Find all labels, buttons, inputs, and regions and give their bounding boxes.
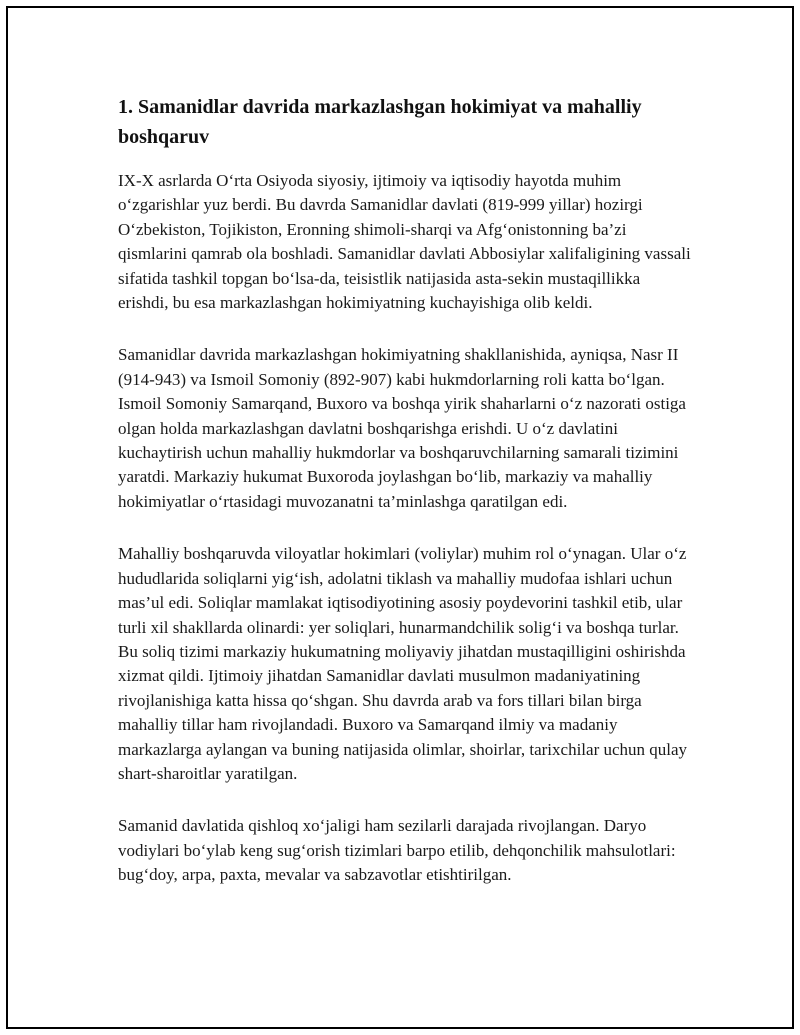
paragraph-3: Mahalliy boshqaruvda viloyatlar hokimlari (voliylar) muhim rol o‘ynagan. Ular o‘z hududlarida soliqlarni yig‘ish, adolatni tiklash va mahalliy mudofaa ishlari uchun mas’ul edi. Soliqlar mamlakat iqtisodiyotining asosiy poydevorini tashkil etib, ular turli xil shakllarda olinardi: yer soliqlari, hunarmandchilik solig‘i va boshqa turlar. Bu soliq tizimi markaziy hukumatning moliyaviy jihatdan mustaqilligini oshirishda xizmat qildi. Ijtimoiy jihatdan Samanidlar davlati musulmon madaniyatining rivojlanishiga katta hissa qo‘shgan. Shu davrda arab va fors tillari bilan birga mahalliy tillar ham rivojlandadi. Buxoro va Samarqand ilmiy va madaniy markazlarga aylangan va buning natijasida olimlar, shoirlar, tarixchilar uchun qulay shart-sharoitlar yaratilgan. (118, 544, 688, 783)
document-body (118, 92, 693, 916)
paragraph-4: Samanid davlatida qishloq xo‘jaligi ham sezilarli darajada rivojlangan. Daryo vodiylari bo‘ylab keng sug‘orish tizimlari barpo etilib, dehqonchilik mahsulotlari: bug‘doy, arpa, paxta, mevalar va sabzavotlar etishtirilgan. (118, 816, 676, 885)
section-title: 1. Samanidlar davrida markazlashgan hokimiyat va mahalliy boshqaruv (118, 96, 642, 148)
paragraph-2: Samanidlar davrida markazlashgan hokimiyatning shakllanishida, ayniqsa, Nasr II (914-943) va Ismoil Somoniy (892-907) kabi hukmdorlarning roli katta bo‘lgan. Ismoil Somoniy Samarqand, Buxoro va boshqa yirik shaharlarni o‘z nazorati ostiga olgan holda markazlashgan davlatni boshqarishga erishdi. U o‘z davlatini kuchaytirish uchun mahalliy hukmdorlar va boshqaruvchilarning samarali tizimini yaratdi. Markaziy hukumat Buxoroda joylashgan bo‘lib, markaziy va mahalliy hokimiyatlar o‘rtasidagi muvozanatni ta’minlashga qaratilgan edi. (118, 345, 686, 511)
paragraph-1: IX-X asrlarda O‘rta Osiyoda siyosiy, ijtimoiy va iqtisodiy hayotda muhim o‘zgarishlar yuz berdi. Bu davrda Samanidlar davlati (819-999 yillar) hozirgi O‘zbekiston, Tojikiston, Eronning shimoli-sharqi va Afg‘onistonning ba’zi qismlarini qamrab ola boshladi. Samanidlar davlati Abbosiylar xalifaligining vassali sifatida tashkil topgan bo‘lsa-da, teisistlik natijasida asta-sekin mustaqillikka erishdi, bu esa markazlashgan hokimiyatning kuchayishiga olib keldi. (118, 171, 691, 313)
